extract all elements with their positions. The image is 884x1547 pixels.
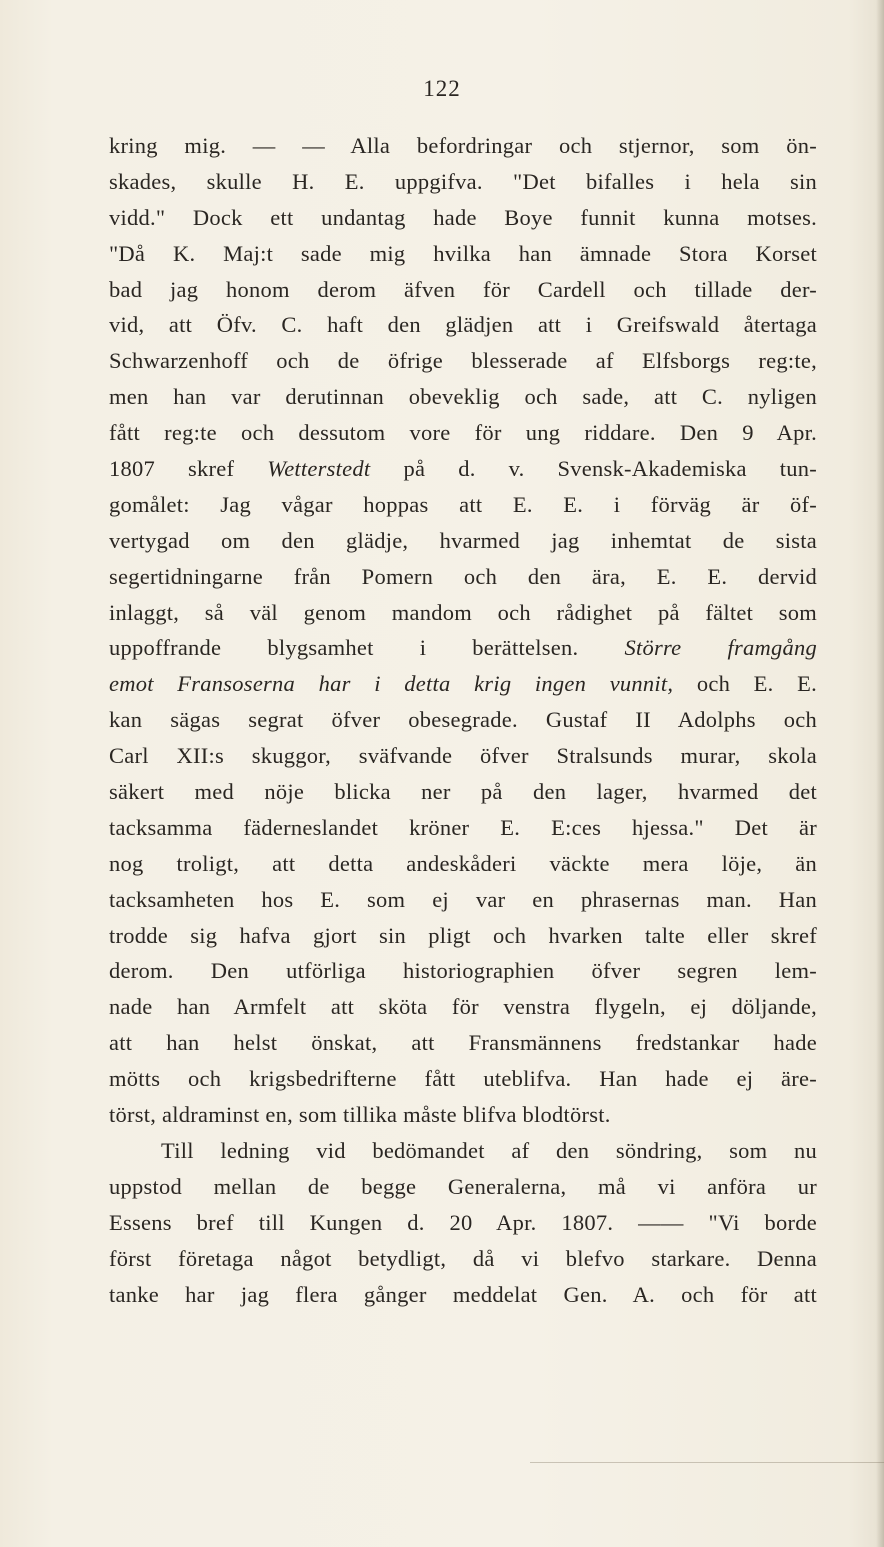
text-segment: skades, skulle H. E. uppgifva. "Det bifalles i hela sin — [109, 168, 817, 194]
body-text — [109, 128, 817, 1312]
text-line — [109, 1277, 817, 1313]
text-line — [109, 1169, 817, 1205]
text-segment: tanke har jag flera gånger meddelat Gen. A. och för att — [109, 1281, 817, 1307]
text-segment: trodde sig hafva gjort sin pligt och hvarken talte eller skref — [109, 922, 817, 948]
text-line — [109, 343, 817, 379]
page-number: 122 — [423, 76, 461, 101]
text-segment: vertygad om den glädje, hvarmed jag inhemtat de sista — [109, 527, 817, 553]
text-segment: 1807 skref — [109, 456, 268, 482]
text-segment: bad jag honom derom äfven för Cardell och tillade der- — [109, 276, 817, 302]
text-line — [109, 272, 817, 308]
text-segment: Carl XII:s skuggor, sväfvande öfver Stralsunds murar, skola — [109, 743, 817, 769]
text-line — [109, 702, 817, 738]
text-line — [109, 666, 817, 702]
text-segment: på d. v. Svensk-Akademiska tun- — [370, 456, 817, 482]
text-segment: kan sägas segrat öfver obesegrade. Gustaf II Adolphs och — [109, 707, 817, 733]
text-segment: vid, att Öfv. C. haft den glädjen att i Greifswald återtaga — [109, 312, 817, 338]
text-line — [109, 738, 817, 774]
italic-text: emot Fransoserna har i detta krig ingen vunnit, — [109, 671, 674, 697]
text-segment: kring mig. — — Alla befordringar och stjernor, som ön- — [109, 133, 817, 158]
text-line — [109, 415, 817, 451]
text-segment: vidd." Dock ett undantag hade Boye funnit kunna motses. — [109, 204, 817, 230]
text-line — [109, 918, 817, 954]
text-segment: Till ledning vid bedömandet af den söndring, som nu — [161, 1137, 817, 1163]
text-line — [109, 882, 817, 918]
italic-text: Större framgång — [624, 635, 817, 661]
text-line — [109, 595, 817, 631]
text-segment: tacksamma fäderneslandet kröner E. E:ces hjessa." Det är — [109, 814, 817, 840]
text-line — [109, 774, 817, 810]
text-line — [109, 523, 817, 559]
text-segment: törst, aldraminst en, som tillika måste blifva blodtörst. — [109, 1102, 611, 1128]
text-line — [109, 953, 817, 989]
text-line — [109, 846, 817, 882]
text-segment: först företaga något betydligt, då vi blefvo starkare. Denna — [109, 1245, 817, 1271]
page-mark — [530, 1462, 884, 1463]
text-segment: derom. Den utförliga historiographien öfver segren lem- — [109, 958, 817, 984]
text-segment: mötts och krigsbedrifterne fått uteblifva. Han hade ej äre- — [109, 1066, 817, 1092]
text-segment: Essens bref till Kungen d. 20 Apr. 1807. —— "Vi borde — [109, 1209, 817, 1235]
text-segment: nog troligt, att detta andeskåderi väckte mera löje, än — [109, 850, 817, 876]
text-segment: och E. E. — [673, 671, 817, 697]
text-segment: men han var derutinnan obeveklig och sade, att C. nyligen — [109, 384, 817, 410]
text-line — [109, 128, 817, 164]
text-line — [109, 1205, 817, 1241]
text-line — [109, 451, 817, 487]
text-segment: tacksamheten hos E. som ej var en phrasernas man. Han — [109, 886, 817, 912]
text-line — [109, 307, 817, 343]
text-line — [109, 487, 817, 523]
text-segment: säkert med nöje blicka ner på den lager, hvarmed det — [109, 779, 817, 805]
text-segment: inlaggt, så väl genom mandom och rådighet på fältet som — [109, 599, 817, 625]
text-line — [109, 1133, 817, 1169]
text-segment: uppstod mellan de begge Generalerna, må vi anföra ur — [109, 1173, 817, 1199]
text-line — [109, 1097, 817, 1133]
text-line — [109, 1241, 817, 1277]
text-line — [109, 379, 817, 415]
text-line — [109, 1061, 817, 1097]
text-segment: fått reg:te och dessutom vore för ung riddare. Den 9 Apr. — [109, 420, 817, 446]
page-edge-shadow — [876, 0, 884, 1547]
text-line — [109, 989, 817, 1025]
italic-text: Wetterstedt — [267, 456, 371, 482]
text-line — [109, 630, 817, 666]
text-segment: segertidningarne från Pomern och den ära, E. E. dervid — [109, 563, 817, 589]
text-line — [109, 164, 817, 200]
text-segment: "Då K. Maj:t sade mig hvilka han ämnade Stora Korset — [109, 240, 817, 266]
text-segment: att han helst önskat, att Fransmännens fredstankar hade — [109, 1030, 817, 1056]
text-segment: nade han Armfelt att sköta för venstra flygeln, ej döljande, — [109, 994, 817, 1020]
text-line — [109, 1025, 817, 1061]
text-segment: Schwarzenhoff och de öfrige blesserade af Elfsborgs reg:te, — [109, 348, 817, 374]
text-line — [109, 810, 817, 846]
text-line — [109, 236, 817, 272]
text-line — [109, 559, 817, 595]
text-segment: uppoffrande blygsamhet i berättelsen. — [109, 635, 625, 661]
text-segment: gomålet: Jag vågar hoppas att E. E. i förväg är öf- — [109, 491, 817, 517]
text-line — [109, 200, 817, 236]
